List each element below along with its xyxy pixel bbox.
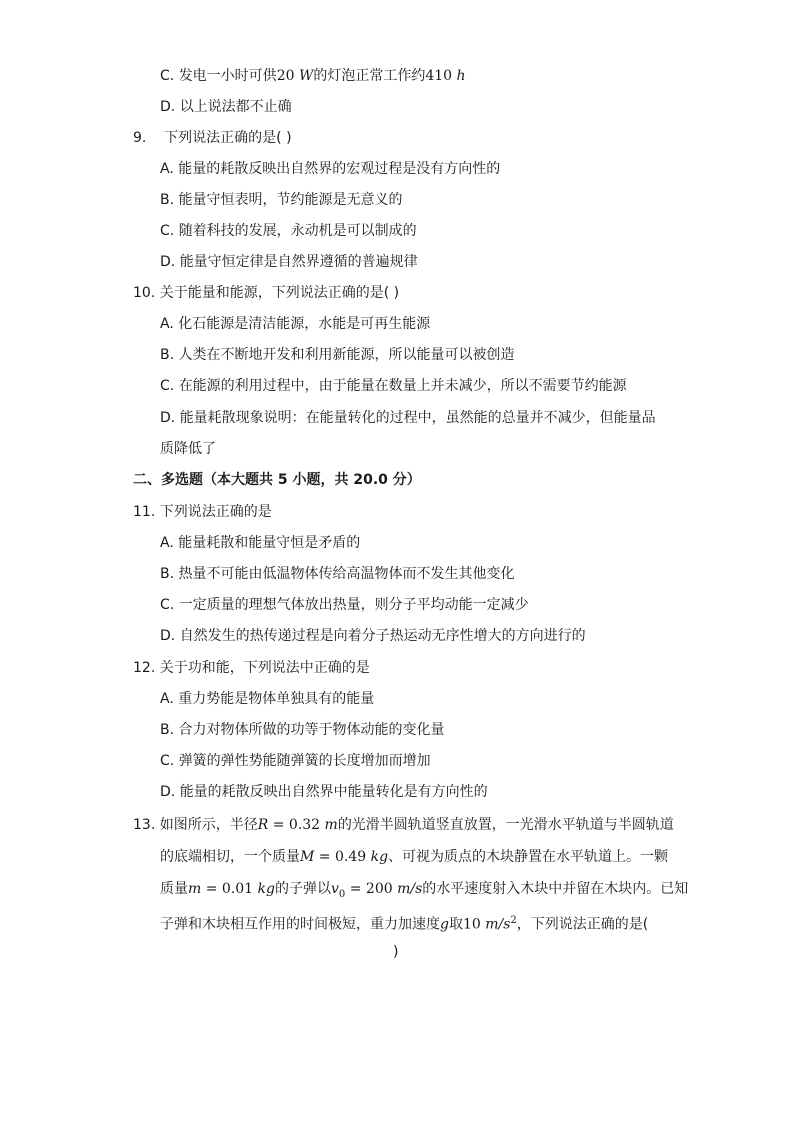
option-text: 人类在不断地开发和利用新能源，所以能量可以被创造 — [178, 347, 515, 363]
option-label: C. — [160, 68, 175, 84]
math-variable: R — [257, 817, 269, 833]
option-text: 化石能源是清洁能源，水能是可再生能源 — [178, 316, 431, 332]
q8-option-d — [160, 97, 292, 117]
question-text: 下列说法正确的是( ) — [164, 130, 292, 146]
question-text: 子弹和木块相互作用的时间极短，重力加速度 — [160, 916, 440, 933]
math-value: = 0.32 — [268, 817, 325, 833]
option-label: D. — [160, 628, 176, 644]
q12-stem — [133, 658, 370, 678]
q9-option-a — [160, 159, 500, 179]
option-text: 合力对物体所做的功等于物体动能的变化量 — [178, 722, 445, 738]
math-superscript: 2 — [510, 915, 517, 926]
option-text: 一定质量的理想气体放出热量，则分子平均动能一定减少 — [178, 597, 529, 613]
question-number: 10. — [133, 285, 156, 301]
option-label: D. — [160, 784, 176, 800]
math-unit: W — [298, 68, 314, 84]
q10-stem — [133, 283, 399, 303]
math-unit: kg — [257, 881, 275, 897]
section-title: 二、多选题 — [133, 472, 203, 488]
q12-option-a — [160, 689, 374, 709]
option-text: 随着科技的发展，永动机是可以制成的 — [178, 223, 417, 239]
math-number: 20 — [276, 68, 295, 84]
option-label: C. — [160, 597, 175, 613]
question-text: 如图所示，半径 — [159, 817, 258, 833]
option-label: B. — [160, 566, 175, 582]
question-text: 、可视为质点的木块静置在水平轨道上。一颗 — [388, 849, 669, 865]
math-value: = 0.01 — [201, 881, 258, 897]
section-header — [133, 470, 421, 490]
question-text: 的水平速度射入木块中并留在木块内。已知 — [422, 881, 689, 897]
option-text: 能量的耗散反映出自然界的宏观过程是没有方向性的 — [178, 161, 501, 177]
math-value: = 200 — [345, 881, 398, 897]
option-label: A. — [160, 535, 174, 551]
option-label: C. — [160, 223, 175, 239]
q13-stem-line-2 — [160, 847, 668, 867]
question-text: 关于能量和能源，下列说法正确的是( ) — [159, 285, 400, 301]
q9-option-d — [160, 252, 418, 272]
q10-option-d — [160, 408, 656, 428]
q10-option-d-continued — [160, 439, 216, 459]
option-text: 能量的耗散反映出自然界中能量转化是有方向性的 — [179, 784, 488, 800]
q8-option-c — [160, 66, 466, 86]
q11-stem — [133, 502, 272, 522]
q9-option-c — [160, 221, 417, 241]
option-text: 热量不可能由低温物体传给高温物体而不发生其他变化 — [178, 566, 515, 582]
q13-stem-line-1 — [133, 815, 674, 835]
option-text: 在能源的利用过程中，由于能量在数量上并未减少，所以不需要节约能源 — [178, 378, 627, 394]
option-text: 弹簧的弹性势能随弹簧的长度增加而增加 — [178, 753, 431, 769]
option-text: 以上说法都不止确 — [179, 99, 292, 115]
q12-option-b — [160, 720, 445, 740]
option-label: D. — [160, 254, 176, 270]
question-text: ，下列说法正确的是( — [516, 916, 649, 933]
q10-option-a — [160, 314, 430, 334]
math-subscript: 0 — [338, 888, 346, 900]
question-number: 13. — [133, 817, 156, 833]
option-text: 能量耗散和能量守恒是矛盾的 — [178, 535, 361, 551]
option-text: 质降低了 — [160, 441, 216, 457]
q12-option-d — [160, 782, 488, 802]
math-variable: g — [440, 916, 449, 933]
q13-stem-line-4 — [160, 911, 648, 935]
question-number: 11. — [133, 504, 156, 520]
math-unit: m/s — [485, 916, 511, 933]
option-text: 发电一小时可供 — [178, 68, 277, 84]
option-label: D. — [160, 410, 176, 426]
option-label: A. — [160, 316, 174, 332]
q10-option-b — [160, 345, 515, 365]
q13-stem-line-3 — [160, 879, 688, 905]
option-text: 自然发生的热传递过程是向着分子热运动无序性增大的方向进行的 — [179, 628, 586, 644]
math-variable: m — [188, 881, 202, 897]
question-text: 的底端相切，一个质量 — [160, 849, 300, 865]
option-label: A. — [160, 691, 174, 707]
math-unit: m — [324, 817, 338, 833]
q11-option-b — [160, 564, 515, 584]
q11-option-d — [160, 626, 586, 646]
section-note: （本大题共 5 小题，共 20.0 分） — [203, 472, 421, 488]
option-text: 能量守恒定律是自然界遵循的普遍规律 — [179, 254, 418, 270]
option-label: C. — [160, 378, 175, 394]
q11-option-a — [160, 533, 360, 553]
question-text: 质量 — [160, 881, 188, 897]
math-value: 10 — [462, 916, 486, 933]
question-text: 的子弹以 — [275, 881, 331, 897]
math-value: = 0.49 — [314, 849, 371, 865]
option-label: A. — [160, 161, 174, 177]
option-label: B. — [160, 722, 175, 738]
q9-option-b — [160, 190, 403, 210]
question-text: 关于功和能，下列说法中正确的是 — [159, 660, 370, 676]
question-number: 9. — [133, 130, 147, 146]
option-text: 的灯泡正常工作约 — [313, 68, 426, 84]
math-number: 410 — [425, 68, 453, 84]
option-label: B. — [160, 192, 175, 208]
q12-option-c — [160, 751, 431, 771]
question-text: 的光滑半圆轨道竖直放置，一光滑水平轨道与半圆轨道 — [337, 817, 674, 833]
q13-stem-line-5 — [393, 942, 398, 962]
question-number: 12. — [133, 660, 156, 676]
option-label: D. — [160, 99, 176, 115]
question-text: 取 — [448, 916, 463, 933]
option-text: 重力势能是物体单独具有的能量 — [178, 691, 375, 707]
option-label: B. — [160, 347, 175, 363]
math-variable: v — [331, 881, 339, 897]
q11-option-c — [160, 595, 529, 615]
math-unit: h — [456, 68, 466, 84]
math-variable: M — [300, 849, 315, 865]
math-unit: kg — [370, 849, 389, 865]
option-text: 能量守恒表明，节约能源是无意义的 — [178, 192, 403, 208]
question-text: 下列说法正确的是 — [159, 504, 272, 520]
question-text: ) — [393, 944, 399, 960]
math-unit: m/s — [397, 881, 423, 897]
option-text: 能量耗散现象说明：在能量转化的过程中，虽然能的总量并不减少，但能量品 — [179, 410, 656, 426]
q9-stem — [133, 128, 292, 148]
option-label: C. — [160, 753, 175, 769]
q10-option-c — [160, 376, 627, 396]
